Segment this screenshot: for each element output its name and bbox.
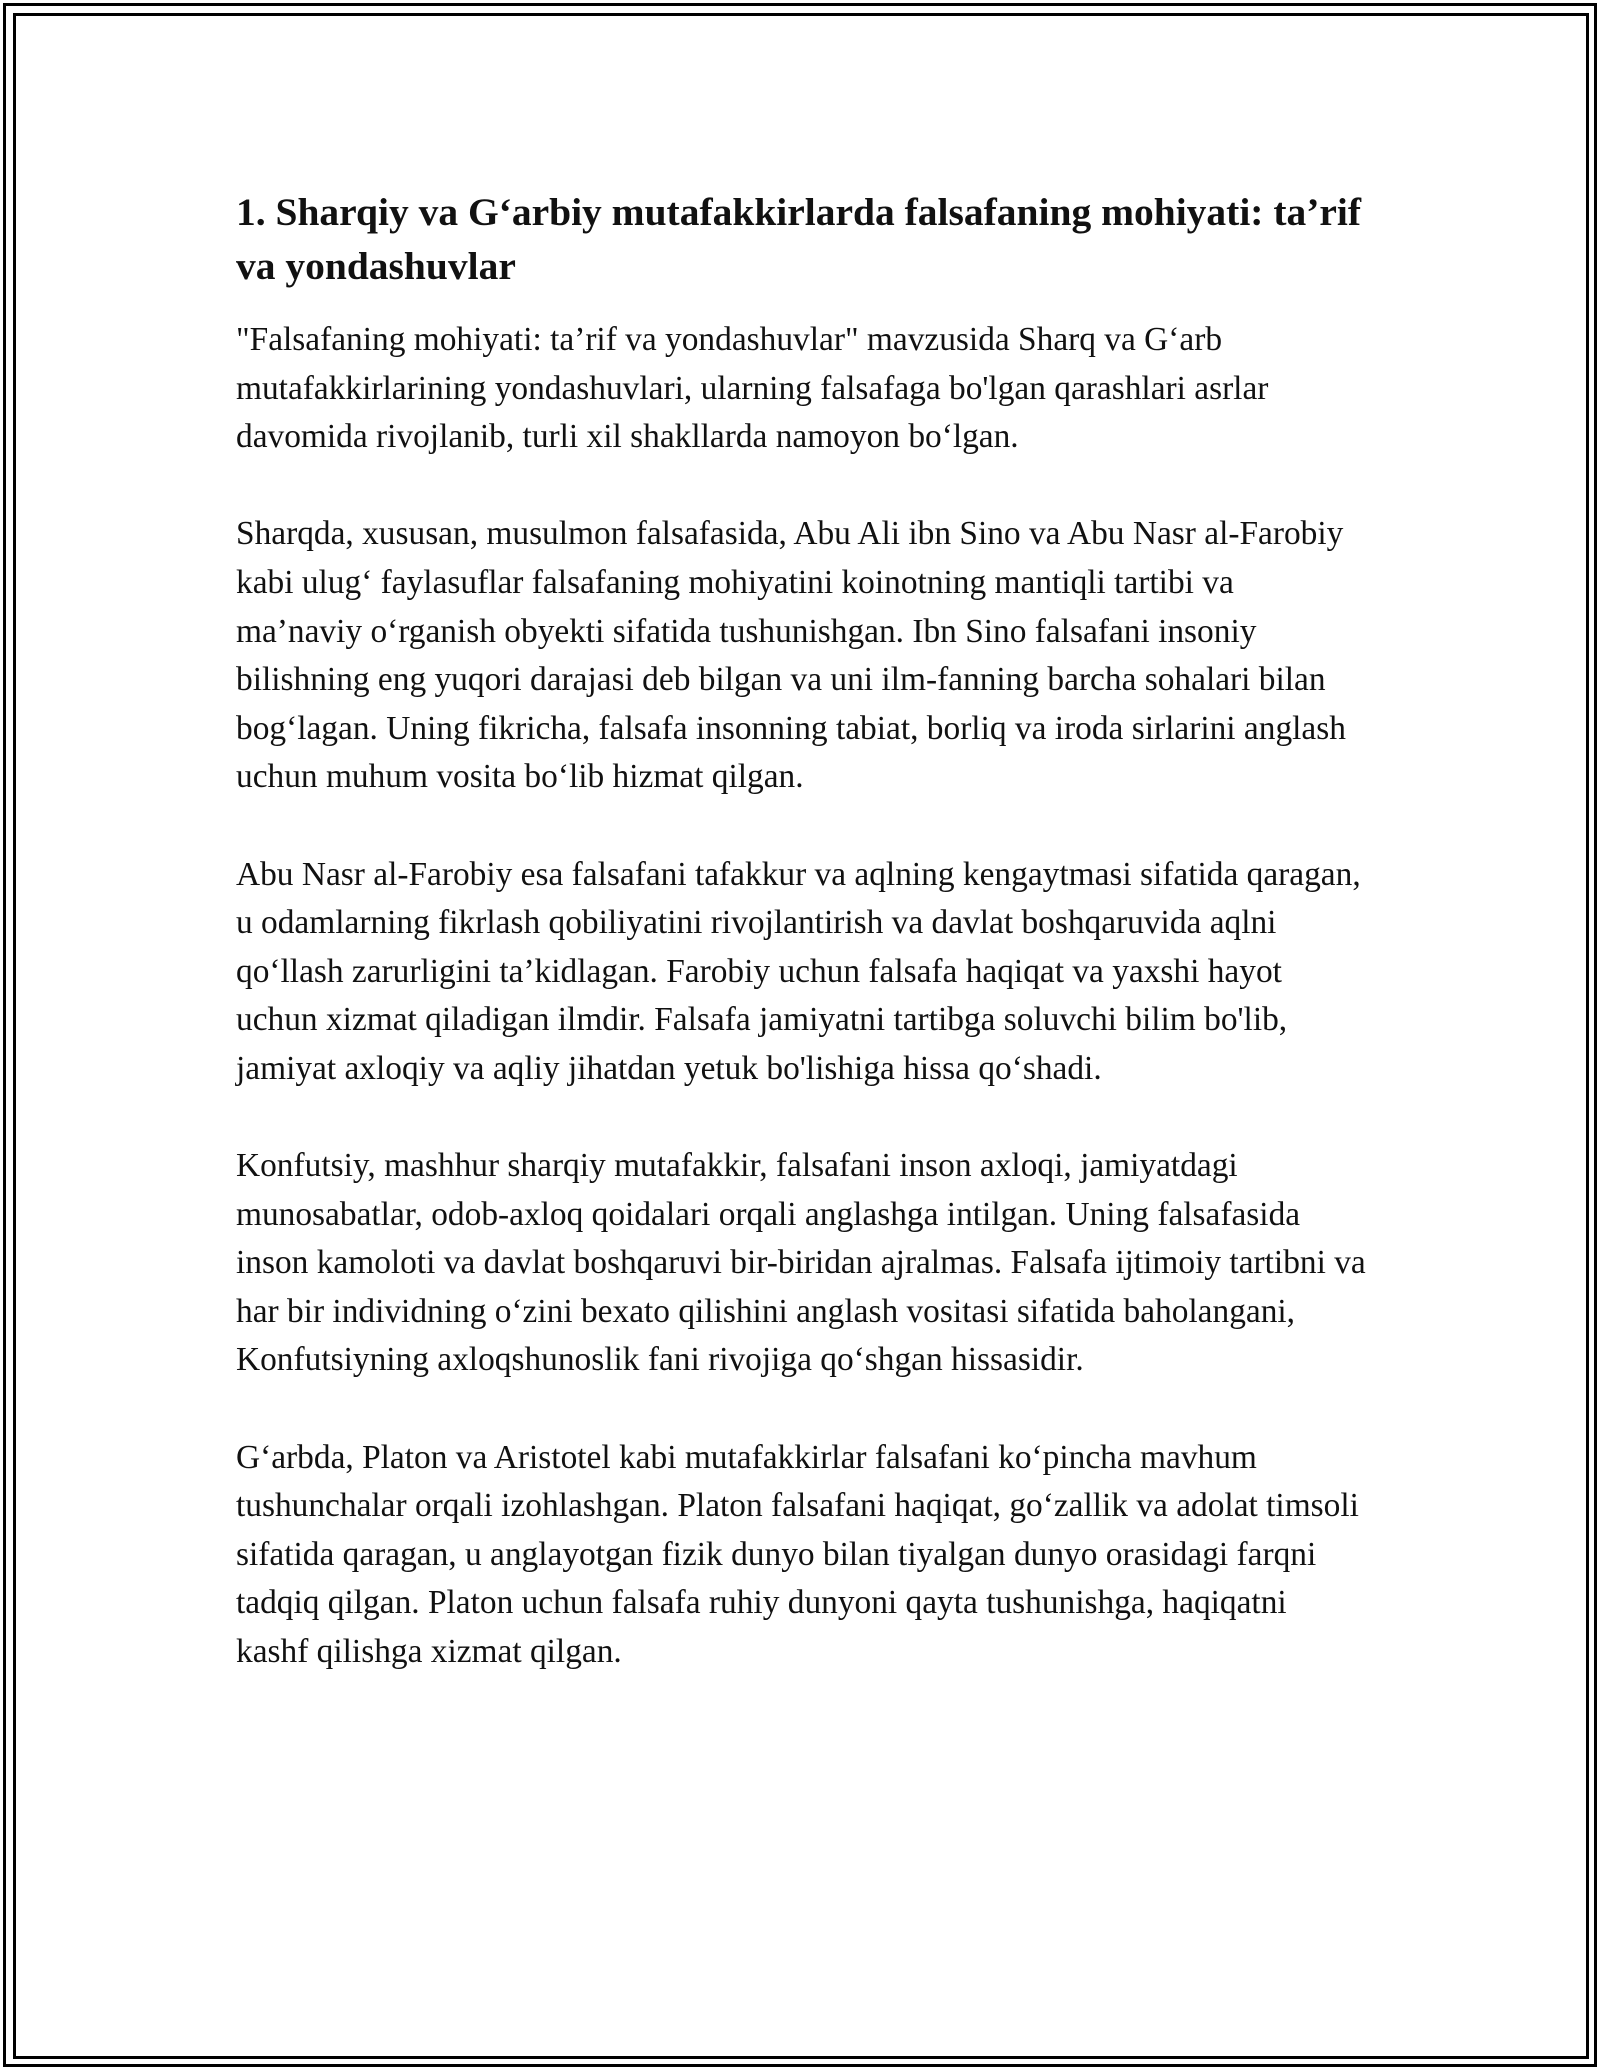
document-title: 1. Sharqiy va G‘arbiy mutafakkirlarda falsafaning mohiyati: ta’rif va yondashuvlar [236, 190, 1362, 288]
paragraph-intro: "Falsafaning mohiyati: ta’rif va yondashuvlar" mavzusida Sharq va G‘arb mutafakkirlarining yondashuvlari, ularning falsafaga bo'lgan qarashlari asrlar davomida rivojlanib, turli xil shakllarda namoyon bo‘lgan. [236, 321, 1269, 456]
paragraph-farobiy: Abu Nasr al-Farobiy esa falsafani tafakkur va aqlning kengaytmasi sifatida qaragan, u odamlarning fikrlash qobiliyatini rivojlantirish va davlat boshqaruvida aqlni qo‘llash zarurligini ta’kidlagan. Farobiy uchun falsafa haqiqat va yaxshi hayot uchun xizmat qiladigan ilmdir. Falsafa jamiyatni tartibga soluvchi bilim bo'lib, jamiyat axloqiy va aqliy jihatdan yetuk bo'lishiga hissa qo‘shadi. [236, 855, 1361, 1087]
document-body [236, 185, 1366, 1725]
paragraph-platon: G‘arbda, Platon va Aristotel kabi mutafakkirlar falsafani ko‘pincha mavhum tushunchalar orqali izohlashgan. Platon falsafani haqiqat, go‘zallik va adolat timsoli sifatida qaragan, u anglayotgan fizik dunyo bilan tiyalgan dunyo orasidagi farqni tadqiq qilgan. Platon uchun falsafa ruhiy dunyoni qayta tushunishga, haqiqatni kashf qilishga xizmat qilgan. [236, 1438, 1359, 1671]
paragraph-konfutsiy: Konfutsiy, mashhur sharqiy mutafakkir, falsafani inson axloqi, jamiyatdagi munosabatlar, odob-axloq qoidalari orqali anglashga intilgan. Uning falsafasida inson kamoloti va davlat boshqaruvi bir-biridan ajralmas. Falsafa ijtimoiy tartibni va har bir individning o‘zini bexato qilishini anglash vositasi sifatida baholangani, Konfutsiyning axloqshunoslik fani rivojiga qo‘shgan hissasidir. [236, 1147, 1366, 1379]
paragraph-ibn-sino: Sharqda, xususan, musulmon falsafasida, Abu Ali ibn Sino va Abu Nasr al-Farobiy kabi ulug‘ faylasuflar falsafaning mohiyatini koinotning mantiqli tartibi va ma’naviy o‘rganish obyekti sifatida tushunishgan. Ibn Sino falsafani insoniy bilishning eng yuqori darajasi deb bilgan va uni ilm-fanning barcha sohalari bilan bog‘lagan. Uning fikricha, falsafa insonning tabiat, borliq va iroda sirlarini anglash uchun muhum vosita bo‘lib hizmat qilgan. [236, 515, 1346, 796]
